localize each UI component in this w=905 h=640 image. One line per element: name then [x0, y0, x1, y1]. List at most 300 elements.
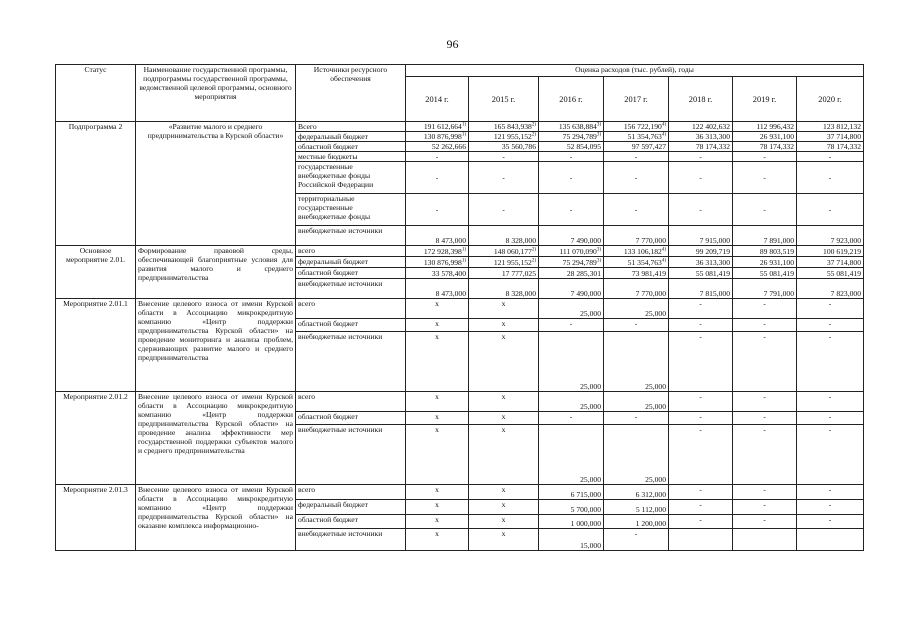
value-cell [539, 392, 604, 412]
value-text: - [634, 529, 638, 538]
value-cell [604, 299, 669, 319]
value-cell [669, 246, 733, 257]
table-row [56, 122, 864, 132]
page-number: 96 [446, 37, 459, 51]
value-text: 25,000 [645, 309, 666, 318]
value-cell [469, 279, 539, 299]
source-cell: областной бюджет [296, 142, 406, 152]
source-cell: внебюджетные источники [296, 425, 406, 485]
value-cell [539, 246, 604, 257]
value-cell [469, 226, 539, 246]
value-cell [669, 299, 733, 319]
value-text: - [828, 332, 832, 341]
value-cell [604, 246, 669, 257]
value-text: х [501, 412, 506, 421]
status-cell: Основное мероприятие 2.01. [56, 246, 136, 299]
value-cell [669, 485, 733, 500]
value-cell [406, 226, 469, 246]
status-cell: Мероприятие 2.01.3 [56, 485, 136, 551]
value-text: х [501, 392, 506, 401]
value-cell [469, 529, 539, 551]
header-year: 2014 г. [406, 77, 469, 122]
table-row [56, 299, 864, 319]
value-text: 7 490,000 [570, 289, 601, 298]
value-text: 89 803,519 [759, 247, 794, 256]
value-cell [797, 529, 864, 551]
value-text: - [828, 205, 832, 214]
header-year: 2020 г. [797, 77, 864, 122]
value-text: 37 714,800 [826, 258, 861, 267]
value-cell [406, 132, 469, 142]
value-cell [604, 142, 669, 152]
value-cell [669, 500, 733, 515]
value-cell [539, 268, 604, 279]
source-cell: внебюджетные источники [296, 226, 406, 246]
value-text: х [501, 319, 506, 328]
value-cell [733, 392, 797, 412]
value-cell [669, 162, 733, 194]
value-cell [539, 332, 604, 392]
value-cell [733, 279, 797, 299]
footnote-mark: 2) [531, 247, 536, 253]
value-cell [469, 152, 539, 162]
value-text: 28 285,301 [566, 269, 601, 278]
value-text: х [435, 529, 439, 538]
value-text: 6 715,000 [570, 490, 601, 499]
value-text: 8 328,000 [505, 236, 536, 245]
value-cell [733, 226, 797, 246]
value-cell [669, 122, 733, 132]
table-row [56, 246, 864, 257]
value-text: 156 722,190 [623, 122, 662, 131]
value-cell [669, 412, 733, 425]
header-year: 2019 г. [733, 77, 797, 122]
status-cell: Подпрограмма 2 [56, 122, 136, 246]
value-cell [604, 412, 669, 425]
value-cell [539, 122, 604, 132]
value-text: 7 770,000 [635, 289, 666, 298]
value-cell [469, 412, 539, 425]
value-cell [604, 279, 669, 299]
value-text: х [435, 515, 439, 524]
footnote-mark: 4) [661, 247, 666, 253]
value-text: - [763, 425, 766, 434]
value-text: 25,000 [580, 475, 601, 484]
value-cell [733, 412, 797, 425]
value-cell [797, 152, 864, 162]
value-cell [604, 392, 669, 412]
value-text: 130 876,998 [423, 258, 462, 267]
value-cell [539, 162, 604, 194]
value-cell [669, 319, 733, 332]
value-cell [669, 392, 733, 412]
value-text: 51 354,763 [627, 258, 662, 267]
value-cell [733, 529, 797, 551]
value-text: - [634, 319, 638, 328]
source-cell: областной бюджет [296, 515, 406, 529]
value-cell [669, 332, 733, 392]
source-cell: всего [296, 392, 406, 412]
value-cell [733, 194, 797, 226]
value-cell [539, 152, 604, 162]
value-cell [469, 332, 539, 392]
value-text: - [828, 319, 832, 328]
value-cell [604, 425, 669, 485]
value-cell [539, 500, 604, 515]
value-text: - [699, 500, 702, 509]
value-cell [406, 268, 469, 279]
value-text: 191 612,664 [423, 122, 462, 131]
value-cell [669, 279, 733, 299]
value-text: 75 294,789 [562, 258, 597, 267]
value-cell [733, 425, 797, 485]
value-cell [797, 299, 864, 319]
value-text: 36 313,300 [695, 258, 730, 267]
value-text: - [699, 152, 702, 161]
value-text: 121 955,152 [493, 258, 532, 267]
header-status: Статус [56, 65, 136, 122]
footnote-mark: 3) [596, 258, 601, 264]
name-cell: «Развитие малого и среднего предпринимательства в Курской области» [136, 122, 296, 246]
value-cell [604, 515, 669, 529]
value-text: 75 294,789 [562, 132, 597, 141]
source-cell: всего [296, 485, 406, 500]
value-text: - [699, 485, 702, 494]
value-cell [669, 226, 733, 246]
value-cell [669, 257, 733, 268]
value-text: 7 891,000 [763, 236, 794, 245]
value-cell [669, 132, 733, 142]
value-text: 111 070,090 [559, 247, 597, 256]
name-cell: Внесение целевого взноса от имени Курской области в Ассоциацию микрокредитную компанию «Центр поддержки предпринимательства Курской области» на оказание комплекса информационно- [136, 485, 296, 551]
value-text: - [828, 173, 832, 182]
table-row [56, 485, 864, 500]
value-text: 1 000,000 [570, 519, 601, 528]
value-text: 165 843,938 [493, 122, 532, 131]
value-text: 55 081,419 [695, 269, 730, 278]
value-text: - [763, 392, 766, 401]
footnote-mark: 1) [461, 258, 466, 264]
value-cell [406, 162, 469, 194]
value-text: 78 174,332 [695, 142, 730, 151]
value-text: 25,000 [580, 402, 601, 411]
value-text: х [435, 299, 439, 308]
value-text: 25,000 [645, 475, 666, 484]
value-text: - [502, 152, 505, 161]
value-cell [733, 142, 797, 152]
value-cell [469, 485, 539, 500]
status-cell: Мероприятие 2.01.1 [56, 299, 136, 392]
value-text: х [435, 392, 439, 401]
value-text: - [634, 173, 638, 182]
value-text: х [435, 485, 439, 494]
value-text: - [763, 500, 766, 509]
value-cell [539, 279, 604, 299]
source-cell: территориальные государственные внебюджетные фонды [296, 194, 406, 226]
value-cell [406, 279, 469, 299]
value-text: 7 490,000 [570, 236, 601, 245]
value-text: 26 931,100 [759, 132, 794, 141]
value-text: 55 081,419 [759, 269, 794, 278]
value-text: - [699, 319, 702, 328]
status-cell: Мероприятие 2.01.2 [56, 392, 136, 485]
value-text: - [569, 205, 573, 214]
value-text: 7 823,000 [830, 289, 861, 298]
value-cell [797, 332, 864, 392]
header-year: 2018 г. [669, 77, 733, 122]
value-cell [539, 425, 604, 485]
value-cell [733, 122, 797, 132]
value-text: - [634, 412, 638, 421]
header-estimate: Оценка расходов (тыс. рублей), годы [406, 65, 864, 77]
value-text: 7 915,000 [699, 236, 730, 245]
value-text: х [501, 500, 506, 509]
value-text: х [501, 425, 506, 434]
value-cell [733, 268, 797, 279]
value-text: х [435, 319, 439, 328]
value-text: - [699, 299, 702, 308]
value-text: - [569, 173, 573, 182]
value-cell [469, 515, 539, 529]
value-cell [604, 319, 669, 332]
header-year: 2017 г. [604, 77, 669, 122]
value-cell [604, 194, 669, 226]
value-cell [733, 299, 797, 319]
value-text: - [435, 205, 439, 214]
value-text: 7 770,000 [635, 236, 666, 245]
footnote-mark: 4) [661, 132, 666, 138]
value-text: - [763, 173, 766, 182]
value-cell [469, 268, 539, 279]
value-cell [797, 392, 864, 412]
value-cell [797, 162, 864, 194]
header-sources: Источники ресурсного обеспечения [296, 65, 406, 122]
value-text: 5 700,000 [570, 505, 601, 514]
source-cell: федеральный бюджет [296, 132, 406, 142]
value-text: - [435, 173, 439, 182]
value-text: х [501, 515, 506, 524]
value-text: - [502, 205, 505, 214]
footnote-mark: 3) [596, 247, 601, 253]
value-text: 52 854,095 [566, 142, 601, 151]
value-cell [406, 319, 469, 332]
value-cell [469, 246, 539, 257]
value-cell [604, 500, 669, 515]
value-text: 172 928,398 [423, 247, 462, 256]
value-text: х [501, 332, 506, 341]
value-text: х [435, 425, 439, 434]
value-text: 37 714,800 [826, 132, 861, 141]
value-cell [406, 392, 469, 412]
value-text: 6 312,000 [635, 490, 666, 499]
name-cell: Формирование правовой среды, обеспечивающей благоприятные условия для развития малого и среднего предпринимательства [136, 246, 296, 299]
value-text: - [634, 152, 638, 161]
value-cell [669, 142, 733, 152]
value-cell [469, 392, 539, 412]
value-cell [406, 412, 469, 425]
value-text: 122 402,632 [692, 122, 730, 131]
value-text: 52 262,666 [431, 142, 466, 151]
value-cell [406, 142, 469, 152]
value-cell [669, 515, 733, 529]
value-cell [469, 257, 539, 268]
value-cell [604, 152, 669, 162]
value-text: 36 313,300 [695, 132, 730, 141]
value-cell [669, 268, 733, 279]
value-cell [797, 226, 864, 246]
value-text: - [435, 152, 439, 161]
value-cell [469, 299, 539, 319]
value-text: - [699, 425, 702, 434]
value-text: 8 328,000 [505, 289, 536, 298]
value-text: - [699, 173, 702, 182]
value-text: 25,000 [645, 382, 666, 391]
value-text: 55 081,419 [826, 269, 861, 278]
value-cell [669, 425, 733, 485]
value-cell [604, 132, 669, 142]
value-text: 99 209,719 [695, 247, 730, 256]
value-cell [406, 485, 469, 500]
value-cell [604, 226, 669, 246]
value-cell [797, 246, 864, 257]
value-text: х [501, 485, 506, 494]
value-cell [406, 299, 469, 319]
value-cell [797, 132, 864, 142]
value-cell [797, 425, 864, 485]
value-text: - [828, 392, 832, 401]
value-cell [539, 412, 604, 425]
value-text: - [828, 412, 832, 421]
value-cell [604, 162, 669, 194]
source-cell: Всего [296, 122, 406, 132]
value-cell [406, 194, 469, 226]
value-text: х [435, 500, 439, 509]
value-cell [797, 485, 864, 500]
value-cell [469, 425, 539, 485]
source-cell: федеральный бюджет [296, 257, 406, 268]
value-text: - [763, 152, 766, 161]
name-cell: Внесение целевого взноса от имени Курской области в Ассоциацию микрокредитную компанию «Центр поддержки предпринимательства Курской области» на проведение анализа эффективности мер государственной поддержки субъектов малого и среднего предпринимательства [136, 392, 296, 485]
value-text: 25,000 [580, 382, 601, 391]
value-text: - [699, 392, 702, 401]
value-text: - [502, 173, 505, 182]
value-cell [733, 500, 797, 515]
value-text: 8 473,000 [435, 236, 466, 245]
value-cell [797, 319, 864, 332]
value-cell [733, 257, 797, 268]
value-text: 78 174,332 [759, 142, 794, 151]
value-cell [539, 257, 604, 268]
value-text: - [828, 425, 832, 434]
value-cell [469, 132, 539, 142]
value-text: - [763, 485, 766, 494]
value-text: 7 791,000 [763, 289, 794, 298]
value-text: 5 112,000 [635, 505, 666, 514]
value-text: 15,000 [580, 541, 601, 550]
value-text: - [569, 319, 573, 328]
value-cell [733, 332, 797, 392]
value-cell [797, 257, 864, 268]
value-text: 25,000 [580, 309, 601, 318]
value-cell [469, 162, 539, 194]
value-cell [406, 529, 469, 551]
value-text: 26 931,100 [759, 258, 794, 267]
value-cell [797, 194, 864, 226]
value-text: 130 876,998 [423, 132, 462, 141]
value-cell [604, 122, 669, 132]
value-text: 35 560,786 [501, 142, 536, 151]
value-text: х [501, 529, 506, 538]
value-cell [797, 122, 864, 132]
value-text: 1 200,000 [635, 519, 666, 528]
value-cell [469, 194, 539, 226]
source-cell: внебюджетные источники [296, 332, 406, 392]
footnote-mark: 4) [661, 122, 666, 128]
value-text: - [699, 332, 702, 341]
value-cell [539, 319, 604, 332]
value-text: - [699, 515, 702, 524]
value-text: 78 174,332 [826, 142, 861, 151]
value-cell [539, 142, 604, 152]
value-text: - [828, 515, 832, 524]
value-cell [733, 162, 797, 194]
value-text: 51 354,763 [627, 132, 662, 141]
value-cell [469, 142, 539, 152]
value-cell [539, 299, 604, 319]
value-cell [406, 425, 469, 485]
value-text: - [569, 412, 573, 421]
value-cell [539, 529, 604, 551]
value-text: 97 597,427 [631, 142, 666, 151]
value-cell [406, 500, 469, 515]
value-cell [669, 529, 733, 551]
table-body [56, 122, 864, 551]
value-cell [797, 279, 864, 299]
value-text: - [828, 299, 832, 308]
header-year: 2016 г. [539, 77, 604, 122]
value-text: 100 619,219 [823, 247, 861, 256]
value-text: х [435, 332, 439, 341]
source-cell: областной бюджет [296, 268, 406, 279]
footnote-mark: 2) [531, 132, 536, 138]
value-text: 135 638,884 [558, 122, 597, 131]
value-cell [604, 332, 669, 392]
value-text: - [763, 205, 766, 214]
value-cell [539, 515, 604, 529]
header-name: Наименование государственной программы, подпрограммы государственной программы, ведомственной целевой программы, основного мероприятия [136, 65, 296, 122]
value-cell [797, 412, 864, 425]
value-cell [469, 122, 539, 132]
value-text: - [763, 299, 766, 308]
footnote-mark: 3) [596, 132, 601, 138]
footnote-mark: 3) [596, 122, 601, 128]
value-text: - [569, 152, 573, 161]
footnote-mark: 2) [531, 122, 536, 128]
value-text: - [763, 412, 766, 421]
value-cell [604, 257, 669, 268]
value-cell [669, 194, 733, 226]
value-text: 73 981,419 [631, 269, 666, 278]
value-text: - [828, 152, 832, 161]
value-cell [406, 257, 469, 268]
value-text: 25,000 [645, 402, 666, 411]
value-text: х [501, 299, 506, 308]
value-text: - [763, 515, 766, 524]
value-cell [797, 142, 864, 152]
value-text: - [828, 500, 832, 509]
value-text: 7 923,000 [830, 236, 861, 245]
name-cell: Внесение целевого взноса от имени Курской области в Ассоциацию микрокредитную компанию «Центр поддержки предпринимательства Курской области» на проведение мониторинга и анализа проблем, сдерживающих развитие малого и среднего предпринимательства [136, 299, 296, 392]
